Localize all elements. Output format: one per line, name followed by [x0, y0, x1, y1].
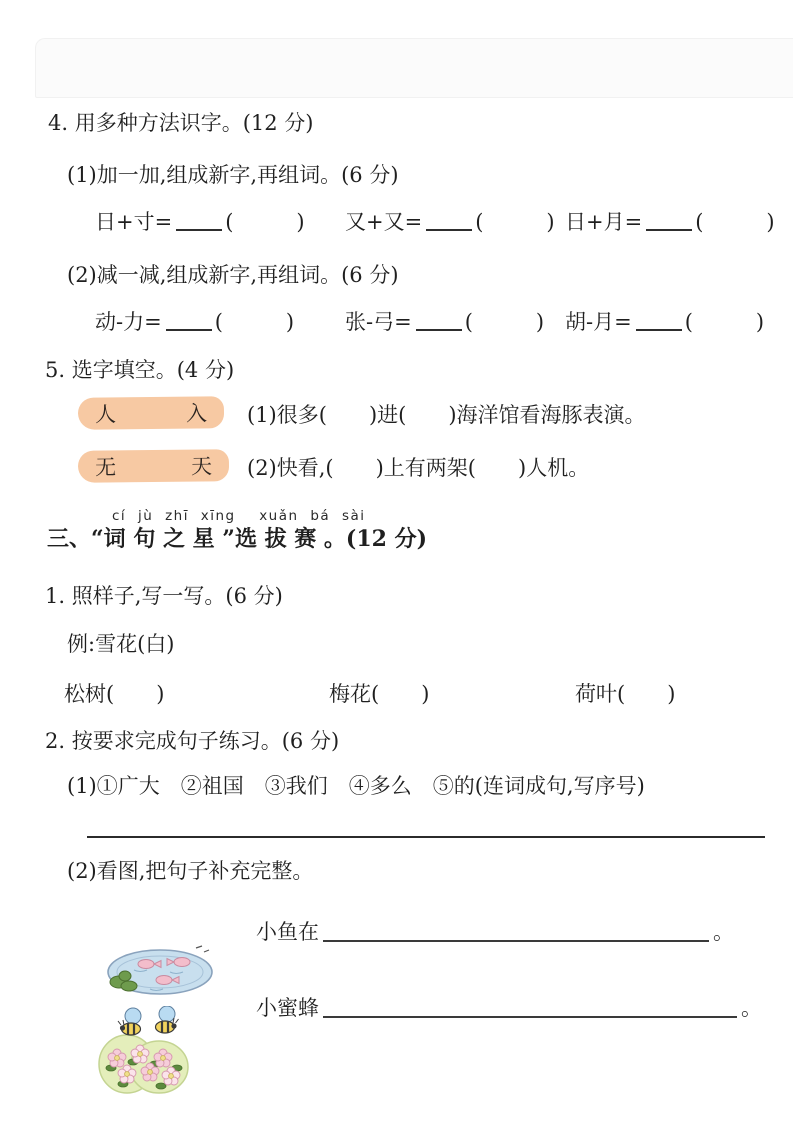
fill-sentence: (1)很多( )进( )海洋馆看海豚表演。	[247, 403, 646, 427]
equation-parens: ( )	[464, 310, 545, 334]
s3-question-1-title: 1. 照样子,写一写。(6 分)	[45, 584, 283, 608]
section-3-title: 三、“词 句 之 星 ”选 拔 赛 。(12 分)	[47, 526, 428, 552]
sentence-period: 。	[741, 996, 762, 1020]
answer-line	[323, 940, 709, 942]
choice-highlight	[78, 449, 229, 483]
equation-item	[565, 307, 764, 337]
choice-highlight	[78, 396, 224, 430]
example-text: 例:雪花(白)	[67, 632, 175, 656]
equation-parens: ( )	[475, 210, 555, 234]
equation-item	[95, 307, 294, 337]
choice-char: 人	[94, 402, 117, 427]
equation-item	[345, 307, 544, 337]
s3-q2-part1-label: (1)①广大 ②祖国 ③我们 ④多么 ⑤的(连词成句,写序号)	[67, 774, 645, 798]
equation-parens: ( )	[225, 210, 305, 234]
equation-parens: ( )	[214, 310, 295, 334]
equation-prefix: 日+月=	[565, 210, 643, 234]
word-item: 梅花( )	[329, 682, 430, 706]
bee-prompt: 小蜜蜂	[256, 996, 319, 1020]
question-4-title: 4. 用多种方法识字。(12 分)	[48, 111, 314, 135]
answer-blank	[166, 329, 212, 331]
answer-blank	[646, 229, 692, 231]
fish-prompt: 小鱼在	[256, 920, 319, 944]
choice-char: 无	[94, 455, 117, 480]
equation-parens: ( )	[684, 310, 765, 334]
page-top-band	[35, 38, 793, 98]
question-4-part2-label: (2)减一减,组成新字,再组词。(6 分)	[67, 263, 399, 287]
word-item: 荷叶( )	[575, 682, 676, 706]
fish-sentence	[256, 917, 734, 947]
equation-item	[345, 207, 555, 237]
s3-question-2-title: 2. 按要求完成句子练习。(6 分)	[45, 729, 340, 753]
equation-prefix: 又+又=	[345, 210, 423, 234]
equation-parens: ( )	[695, 210, 775, 234]
equation-prefix: 胡-月=	[565, 310, 632, 334]
bees-flowers-illustration	[97, 968, 191, 1121]
equation-prefix: 张-弓=	[345, 310, 412, 334]
answer-blank	[426, 229, 472, 231]
answer-blank	[416, 329, 462, 331]
equation-prefix: 动-力=	[95, 310, 162, 334]
choice-char: 天	[190, 454, 213, 479]
equation-item	[95, 207, 305, 237]
bee-sentence	[256, 993, 762, 1023]
question-4-part1-label: (1)加一加,组成新字,再组词。(6 分)	[67, 163, 399, 187]
fill-sentence: (2)快看,( )上有两架( )人机。	[247, 456, 590, 480]
word-item: 松树( )	[64, 682, 165, 706]
choice-char: 入	[185, 401, 208, 426]
answer-line	[323, 1016, 737, 1018]
pinyin-annotation: cí jù zhī xīng xuǎn bá sài	[112, 508, 366, 524]
question-5-title: 5. 选字填空。(4 分)	[45, 358, 235, 382]
answer-line	[87, 836, 765, 838]
equation-item	[565, 207, 775, 237]
answer-blank	[176, 229, 222, 231]
equation-prefix: 日+寸=	[95, 210, 173, 234]
sentence-period: 。	[713, 920, 734, 944]
answer-blank	[636, 329, 682, 331]
s3-q2-part2-label: (2)看图,把句子补充完整。	[67, 859, 314, 883]
